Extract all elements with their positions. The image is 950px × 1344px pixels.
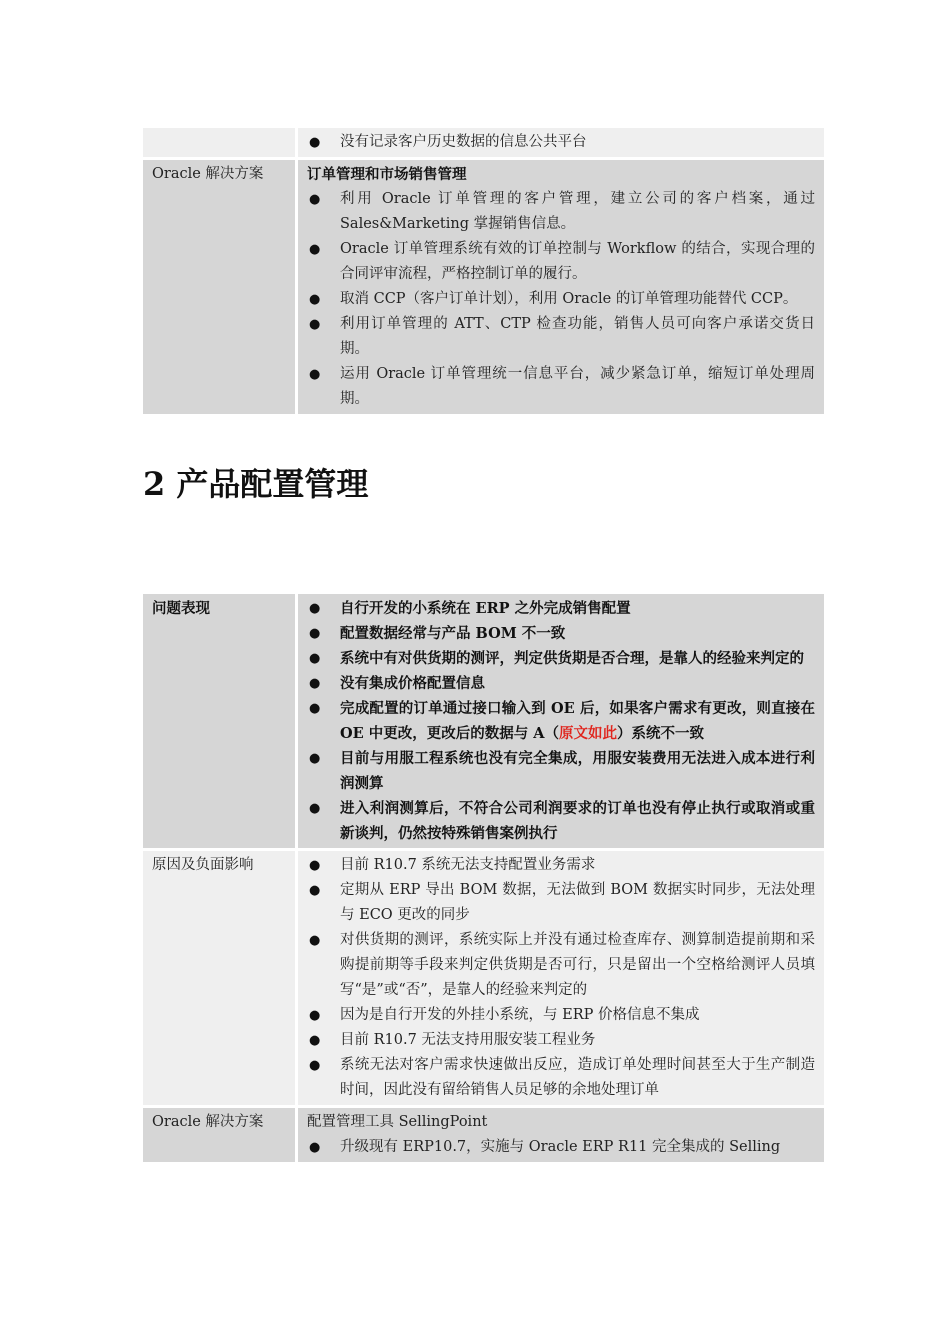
table-row bbox=[143, 128, 824, 157]
bullet-icon: ● bbox=[309, 858, 321, 873]
table-row bbox=[143, 160, 824, 414]
bullet-icon: ● bbox=[309, 883, 321, 898]
row-label bbox=[143, 128, 295, 157]
list-item: ● 取消 CCP（客户订单计划），利用 Oracle 的订单管理功能替代 CCP。 bbox=[307, 287, 815, 312]
bullet-icon: ● bbox=[309, 601, 321, 616]
list-item: ● 目前与用服工程系统也没有完全集成，用服安装费用无法进入成本进行利润测算 bbox=[307, 746, 815, 796]
list-item: ● 因为是自行开发的外挂小系统，与 ERP 价格信息不集成 bbox=[307, 1003, 815, 1028]
solution-title: 订单管理和市场销售管理 bbox=[307, 166, 467, 183]
list-item: ● Oracle 订单管理系统有效的订单控制与 Workflow 的结合，实现合理的合同评审流程，严格控制订单的履行。 bbox=[307, 237, 815, 287]
row-label: 问题表现 bbox=[143, 594, 295, 848]
table-row bbox=[143, 1108, 824, 1162]
list-item: ● 定期从 ERP 导出 BOM 数据，无法做到 BOM 数据实时同步，无法处理与 ECO 更改的同步 bbox=[307, 878, 815, 928]
bullet-icon: ● bbox=[309, 1008, 321, 1023]
list-item: ● 利用 Oracle 订单管理的客户管理，建立公司的客户档案，通过 Sales&Marketing 掌握销售信息。 bbox=[307, 187, 815, 237]
list-item: ● 利用订单管理的 ATT、CTP 检查功能，销售人员可向客户承诺交货日期。 bbox=[307, 312, 815, 362]
list-item: ● 进入利润测算后，不符合公司利润要求的订单也没有停止执行或取消或重新谈判，仍然按特殊销售案例执行 bbox=[307, 796, 815, 846]
row-content bbox=[298, 128, 824, 157]
bullet-icon: ● bbox=[309, 651, 321, 666]
bullet-icon: ● bbox=[309, 751, 321, 766]
list-item: ● 系统中有对供货期的测评，判定供货期是否合理，是靠人的经验来判定的 bbox=[307, 646, 815, 671]
bullet-icon: ● bbox=[309, 801, 321, 816]
bullet-icon: ● bbox=[309, 317, 321, 332]
row-content bbox=[298, 851, 824, 1105]
bullet-icon: ● bbox=[309, 192, 321, 207]
list-item: ● 没有集成价格配置信息 bbox=[307, 671, 815, 696]
table-row bbox=[143, 851, 824, 1105]
solution-table-continued bbox=[143, 128, 824, 414]
product-config-table bbox=[143, 594, 824, 1162]
list-item: ● 运用 Oracle 订单管理统一信息平台，减少紧急订单，缩短订单处理周期。 bbox=[307, 362, 815, 412]
list-item: ● 目前 R10.7 无法支持用服安装工程业务 bbox=[307, 1028, 815, 1053]
row-content bbox=[298, 594, 824, 848]
list-item: ● 自行开发的小系统在 ERP 之外完成销售配置 bbox=[307, 596, 815, 621]
bullet-icon: ● bbox=[309, 626, 321, 641]
list-item: ● 目前 R10.7 系统无法支持配置业务需求 bbox=[307, 853, 815, 878]
table-row bbox=[143, 594, 824, 848]
list-item: ● 系统无法对客户需求快速做出反应，造成订单处理时间甚至大于生产制造时间，因此没有留给销售人员足够的余地处理订单 bbox=[307, 1053, 815, 1103]
list-item: ● 完成配置的订单通过接口输入到 OE 后，如果客户需求有更改，则直接在 OE 中更改，更改后的数据与 A（原文如此）系统不一致 bbox=[307, 696, 815, 746]
editor-note: 原文如此 bbox=[559, 725, 618, 742]
bullet-icon: ● bbox=[309, 933, 321, 948]
bullet-icon: ● bbox=[309, 367, 321, 382]
list-item: ● 没有记录客户历史数据的信息公共平台 bbox=[307, 130, 815, 155]
bullet-icon: ● bbox=[309, 1058, 321, 1073]
bullet-icon: ● bbox=[309, 242, 321, 257]
bullet-icon: ● bbox=[309, 292, 321, 307]
list-item: ● 对供货期的测评，系统实际上并没有通过检查库存、测算制造提前期和采购提前期等手段来判定供货期是否可行，只是留出一个空格给测评人员填写“是”或“否”，是靠人的经验来判定的 bbox=[307, 928, 815, 1003]
bullet-icon: ● bbox=[309, 135, 321, 150]
row-label: Oracle 解决方案 bbox=[143, 1108, 295, 1162]
row-label: Oracle 解决方案 bbox=[143, 160, 295, 414]
bullet-icon: ● bbox=[309, 1033, 321, 1048]
row-content bbox=[298, 160, 824, 414]
row-content bbox=[298, 1108, 824, 1162]
row-label: 原因及负面影响 bbox=[143, 851, 295, 1105]
list-item: ● 升级现有 ERP10.7，实施与 Oracle ERP R11 完全集成的 Selling bbox=[307, 1135, 815, 1160]
solution-title: 配置管理工具 SellingPoint bbox=[307, 1114, 488, 1130]
bullet-icon: ● bbox=[309, 1140, 321, 1155]
section-heading: 2 产品配置管理 bbox=[143, 465, 369, 503]
bullet-icon: ● bbox=[309, 701, 321, 716]
list-item: ● 配置数据经常与产品 BOM 不一致 bbox=[307, 621, 815, 646]
bullet-icon: ● bbox=[309, 676, 321, 691]
